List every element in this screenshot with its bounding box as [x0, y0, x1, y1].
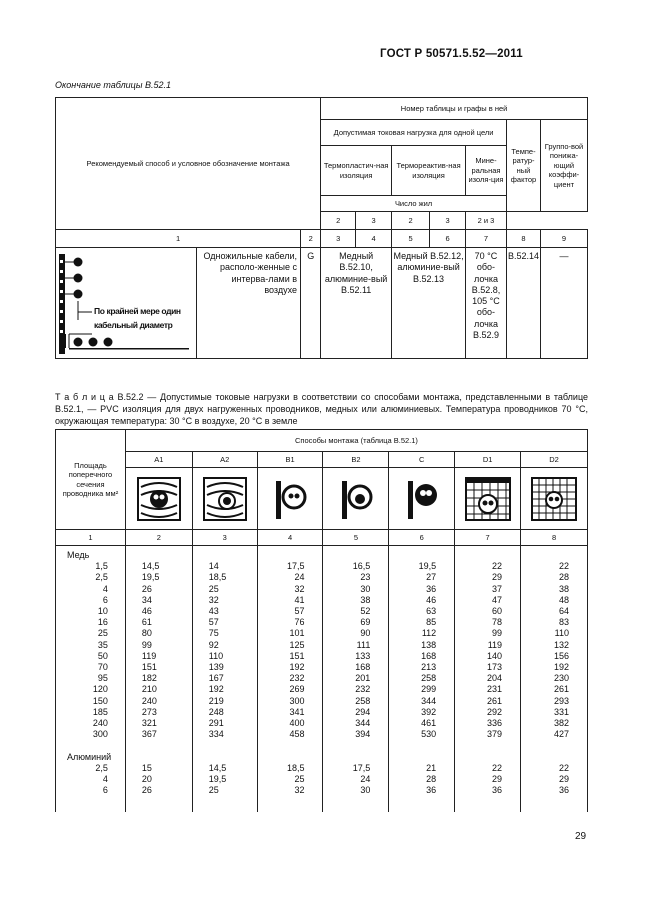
table-cell-value: 231 [487, 684, 503, 695]
table-cell-value: 344 [355, 718, 371, 729]
table-cell-value: 112 [421, 628, 437, 639]
b1-install-icon [257, 468, 323, 530]
method-A2: A2 [192, 452, 257, 468]
table-cell-value: 52 [360, 606, 371, 616]
col-number: 2 [301, 230, 321, 248]
d1-install-icon [455, 468, 521, 530]
table-cell-value: 336 [487, 718, 503, 729]
copper-b2-col [324, 561, 387, 740]
col-number: 9 [540, 230, 587, 248]
table-cell-value: 294 [355, 706, 371, 717]
table-cell-value: 273 [141, 706, 157, 717]
table-cell-value: 38 [360, 594, 371, 605]
table-cell-value: 28 [426, 773, 437, 784]
table-cell-value: 18,5 [208, 572, 227, 583]
table-cell-value: 392 [421, 706, 437, 717]
table-cell-value: 25 [208, 583, 219, 594]
table-cell-value: 4 [102, 583, 108, 594]
table-cell-value: 292 [487, 706, 503, 717]
table-cell-value: 458 [289, 729, 305, 740]
table-cell-value: 29 [558, 773, 569, 784]
col-number: 3 [192, 530, 257, 546]
table-cell-value: 16 [97, 617, 108, 628]
cores-cell: 2 [321, 212, 356, 230]
table-cell-value: 331 [553, 706, 569, 717]
table-cell-value: 341 [289, 706, 305, 717]
table-cell-value: 76 [294, 617, 305, 628]
table-cell-value: 201 [355, 673, 371, 684]
copper-d1-col [456, 561, 519, 740]
header-group-factor: Группо-вой понижа-ющий коэффи-циент [540, 120, 587, 212]
table-cell-value: 1,5 [95, 561, 108, 572]
standard-header: ГОСТ Р 50571.5.52—2011 [380, 48, 523, 60]
table-cell-value: 14 [208, 561, 219, 572]
aluminium-label: Алюминий [67, 751, 112, 762]
figure-label-2: кабельный диаметр [94, 320, 173, 330]
table-cell-value: 185 [92, 706, 108, 717]
table-cell-value: 24 [360, 773, 371, 784]
table-cell-value: 30 [360, 583, 371, 594]
table-cell-value: 25 [208, 785, 219, 796]
method-code: G [301, 248, 321, 359]
table-cell-value: 22 [558, 762, 569, 773]
table-cell-value: 140 [487, 650, 503, 661]
table-cell-value: 18,5 [286, 762, 305, 773]
table-cell-value: 168 [355, 662, 371, 673]
col-number: 1 [56, 530, 126, 546]
table-cell-value: 17,5 [286, 561, 305, 572]
table-cell-value: 14,5 [141, 561, 160, 572]
table-cell-value: 32 [294, 785, 305, 796]
copper-label: Медь [67, 550, 90, 560]
header-method: Рекомендуемый способ и условное обозначение монтажа [56, 98, 321, 230]
table-cell-value: 258 [355, 695, 371, 706]
col-number: 6 [430, 230, 466, 248]
c-install-icon [389, 468, 455, 530]
col-number: 7 [455, 530, 521, 546]
cores-cell: 3 [356, 212, 392, 230]
table-cell-value: 133 [355, 650, 371, 661]
table-cell-value: 168 [421, 650, 437, 661]
table-cell-value: 20 [141, 773, 152, 784]
table-b52-2 [55, 429, 588, 812]
table-cell-value: 28 [558, 572, 569, 583]
table-cell-value: 300 [92, 729, 108, 740]
table-cell-value: 25 [97, 628, 108, 639]
table-cell-value: 4 [102, 773, 108, 784]
table-cell-value: 151 [141, 662, 157, 673]
table-cell-value: 213 [421, 662, 437, 673]
table-b52-1 [55, 97, 588, 359]
table-cell-value: 32 [208, 594, 219, 605]
table-cell-value: 192 [553, 662, 569, 673]
table-cell-value: 156 [553, 650, 569, 661]
table-cell-value: 344 [421, 695, 437, 706]
table-cell-value: 269 [289, 684, 305, 695]
b2-install-icon [323, 468, 389, 530]
aluminium-b1-col [259, 763, 322, 797]
table-cell-value: 248 [208, 706, 224, 717]
header-mineral: Мине-ральная изоля-ция [466, 146, 507, 196]
aluminium-c-col [390, 763, 453, 797]
method-description: Одножильные кабели, располо-женные с интерва-лами в воздухе [203, 251, 297, 295]
table-cell-value: 240 [92, 718, 108, 729]
table-cell-value: 232 [289, 673, 305, 684]
header-area: Площадь поперечного сечения проводника мм² [56, 430, 126, 530]
group-factor-ref: — [540, 248, 587, 359]
table-cell-value: 36 [558, 785, 569, 796]
table-cell-value: 138 [421, 639, 437, 650]
table-cell-value: 60 [492, 606, 503, 616]
col-number: 3 [321, 230, 356, 248]
table-cell-value: 132 [553, 639, 569, 650]
table-cell-value: 46 [141, 606, 152, 616]
table-cell-value: 379 [487, 729, 503, 740]
table-cell-value: 83 [558, 617, 569, 628]
table-cell-value: 78 [492, 617, 503, 628]
table-cell-value: 46 [426, 594, 437, 605]
table-cell-value: 22 [492, 561, 503, 572]
table-cell-value: 27 [426, 572, 437, 583]
method-C: C [389, 452, 455, 468]
table-cell-value: 22 [492, 762, 503, 773]
table-cell-value: 69 [360, 617, 371, 628]
method-cell [56, 248, 301, 359]
table-cell-value: 92 [208, 639, 219, 650]
table-cell-value: 367 [141, 729, 157, 740]
table-cell-value: 30 [360, 785, 371, 796]
col-number: 1 [56, 230, 301, 248]
table-cell-value: 21 [426, 762, 437, 773]
table-cell-value: 64 [558, 606, 569, 616]
table1-caption: Окончание таблицы В.52.1 [55, 80, 171, 90]
table-cell-value: 99 [141, 639, 152, 650]
table-cell-value: 139 [208, 662, 224, 673]
temp-factor-ref: В.52.14 [506, 248, 540, 359]
table-cell-value: 57 [294, 606, 305, 616]
table-cell-value: 75 [208, 628, 219, 639]
table-cell-value: 36 [492, 785, 503, 796]
header-methods: Способы монтажа (таблица В.52.1) [125, 430, 587, 452]
table-cell-value: 16,5 [352, 561, 371, 572]
table-cell-value: 230 [553, 673, 569, 684]
table-cell-value: 293 [553, 695, 569, 706]
table-cell-value: 192 [289, 662, 305, 673]
table-cell-value: 110 [554, 628, 569, 639]
table-cell-value: 167 [208, 673, 224, 684]
table-cell-value: 24 [294, 572, 305, 583]
table-cell-value: 47 [492, 594, 503, 605]
table-cell-value: 48 [558, 594, 569, 605]
col-number: 4 [257, 530, 323, 546]
table-cell-value: 15 [141, 762, 152, 773]
aluminium-d2-col [522, 763, 586, 797]
col-number: 5 [392, 230, 430, 248]
table-cell-value: 291 [208, 718, 224, 729]
table-cell-value: 261 [553, 684, 569, 695]
col-number: 8 [506, 230, 540, 248]
copper-a1-col [127, 561, 191, 740]
aluminium-b2-col [324, 763, 387, 797]
table2-caption: Т а б л и ц а В.52.2 — Допустимые токовые нагрузки в соответствии со способами монтажа, представленными в таблице В.52.1, — PVC изоляция для двух нагруженных проводников, медных или алюминиевых. Температура проводников 70 °С, окружающая температура: 30 °С в воздухе, 20 °С в земле [55, 392, 588, 427]
table-cell-value: 394 [355, 729, 371, 740]
col-number: 2 [125, 530, 192, 546]
table-cell-value: 204 [487, 673, 503, 684]
table-cell-value: 35 [97, 639, 108, 650]
table-cell-value: 219 [208, 695, 224, 706]
table-cell-value: 14,5 [208, 762, 227, 773]
table-cell-value: 25 [294, 773, 305, 784]
method-D2: D2 [521, 452, 588, 468]
cores-cell: 3 [430, 212, 466, 230]
table-cell-value: 19,5 [418, 561, 437, 572]
table-cell-value: 210 [141, 684, 157, 695]
table-cell-value: 427 [553, 729, 569, 740]
table-cell-value: 299 [421, 684, 437, 695]
table-cell-value: 334 [208, 729, 224, 740]
table-cell-value: 119 [141, 650, 157, 661]
table-cell-value: 110 [208, 650, 224, 661]
col-number: 6 [389, 530, 455, 546]
method-A1: A1 [125, 452, 192, 468]
table-cell-value: 120 [92, 684, 108, 695]
table-cell-value: 382 [553, 718, 569, 729]
table-cell-value: 258 [421, 673, 437, 684]
table-cell-value: 63 [426, 606, 437, 616]
table-cell-value: 192 [208, 684, 224, 695]
table-cell-value: 23 [360, 572, 371, 583]
table-cell-value: 80 [141, 628, 152, 639]
page-number: 29 [575, 831, 587, 842]
table-cell-value: 41 [294, 594, 305, 605]
aluminium-area-col [59, 763, 124, 797]
thermoplastic-ref: Медный В.52.10, алюминие-вый В.52.11 [321, 248, 392, 359]
cores-cell: 2 [392, 212, 430, 230]
table-cell-value: 119 [487, 639, 503, 650]
header-temp-factor: Темпе-ратур-ный фактор [506, 120, 540, 212]
table-cell-value: 50 [97, 650, 108, 661]
copper-b1-col [259, 561, 322, 740]
header-table-number: Номер таблицы и графы в ней [321, 98, 588, 120]
table-cell-value: 530 [421, 729, 437, 740]
col-number: 8 [521, 530, 588, 546]
method-B1: B1 [257, 452, 323, 468]
aluminium-d1-col [456, 763, 519, 797]
table-cell-value: 151 [289, 650, 305, 661]
table-cell-value: 101 [289, 628, 305, 639]
col-number: 7 [466, 230, 507, 248]
table-cell-value: 6 [102, 594, 108, 605]
figure-label-1: По крайней мере один [94, 306, 181, 316]
table-cell-value: 182 [141, 673, 157, 684]
table-cell-value: 26 [141, 785, 152, 796]
a2-install-icon [192, 468, 257, 530]
table-cell-value: 125 [289, 639, 305, 650]
copper-area-col [59, 561, 124, 740]
table-cell-value: 29 [492, 572, 503, 583]
table-cell-value: 461 [421, 718, 437, 729]
header-current: Допустимая токовая нагрузка для одной цели [321, 120, 507, 146]
spaced-cables-diagram [56, 250, 196, 358]
table-cell-value: 2,5 [95, 762, 108, 773]
table-cell-value: 19,5 [208, 773, 227, 784]
table-cell-value: 36 [426, 583, 437, 594]
table-cell-value: 400 [289, 718, 305, 729]
d2-install-icon [521, 468, 588, 530]
table-cell-value: 240 [141, 695, 157, 706]
table-cell-value: 38 [558, 583, 569, 594]
table-cell-value: 19,5 [141, 572, 160, 583]
table-cell-value: 261 [487, 695, 503, 706]
method-D1: D1 [455, 452, 521, 468]
table-cell-value: 232 [355, 684, 371, 695]
table-cell-value: 26 [141, 583, 152, 594]
table-cell-value: 29 [492, 773, 503, 784]
aluminium-a1-col [127, 763, 191, 797]
table-cell-value: 150 [92, 695, 108, 706]
table-cell-value: 300 [289, 695, 305, 706]
aluminium-a2-col [194, 763, 256, 797]
table-cell-value: 10 [97, 606, 108, 617]
table-cell-value: 22 [558, 561, 569, 572]
table-cell-value: 111 [356, 639, 371, 650]
table-cell-value: 34 [141, 594, 152, 605]
header-thermoplastic: Термопластич-ная изоляция [321, 146, 392, 196]
table-cell-value: 90 [360, 628, 371, 639]
copper-a2-col [194, 561, 256, 740]
copper-c-col [390, 561, 453, 740]
table-cell-value: 43 [208, 606, 219, 616]
table-cell-value: 321 [141, 718, 157, 729]
mineral-ref: 70 °С обо-лочка В.52.8, 105 °С обо-лочка В.52.9 [466, 248, 507, 359]
a1-install-icon [125, 468, 192, 530]
table-cell-value: 95 [97, 673, 108, 684]
table-cell-value: 85 [426, 617, 437, 628]
thermoreactive-ref: Медный В.52.12, алюминие-вый В.52.13 [392, 248, 466, 359]
cores-cell: 2 и 3 [466, 212, 507, 230]
table-cell-value: 36 [426, 785, 437, 796]
table-cell-value: 32 [294, 583, 305, 594]
table-cell-value: 6 [102, 785, 108, 796]
table-cell-value: 2,5 [95, 572, 108, 583]
col-number: 5 [323, 530, 389, 546]
table-cell-value: 57 [208, 617, 219, 628]
table-cell-value: 70 [97, 662, 108, 673]
method-B2: B2 [323, 452, 389, 468]
header-thermoreactive: Термореактив-ная изоляция [392, 146, 466, 196]
table-cell-value: 37 [492, 583, 503, 594]
table-cell-value: 99 [492, 628, 503, 639]
header-cores: Число жил [321, 196, 507, 212]
table-cell-value: 61 [141, 617, 152, 628]
col-number: 4 [356, 230, 392, 248]
table-cell-value: 17,5 [352, 762, 371, 773]
table-cell-value: 173 [487, 662, 503, 673]
copper-d2-col [522, 561, 586, 740]
